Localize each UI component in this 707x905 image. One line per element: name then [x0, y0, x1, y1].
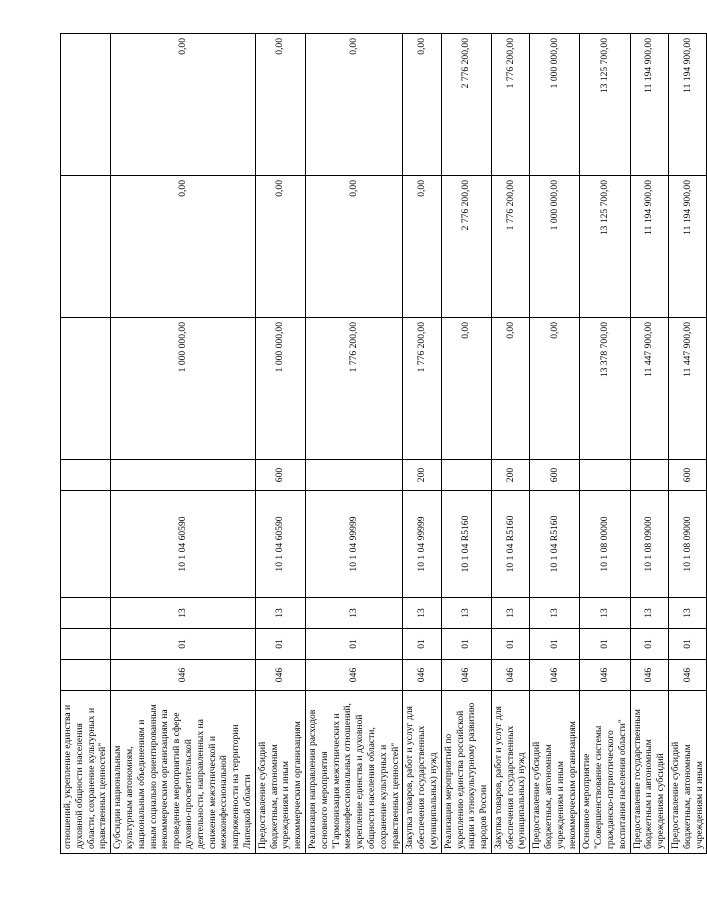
- table-row: [403, 34, 441, 854]
- subsection-cell: 13: [111, 598, 256, 629]
- expense-type-cell: [61, 460, 111, 491]
- grbs-cell: 046: [255, 660, 305, 691]
- section-cell: 01: [305, 629, 402, 660]
- amount-year1-cell: 0,00: [491, 318, 529, 460]
- amount-year3-cell: 11 194 900,00: [669, 34, 707, 176]
- expense-type-cell: [305, 460, 402, 491]
- subsection-cell: 13: [630, 598, 668, 629]
- amount-year3-cell: 2 776 200,00: [441, 34, 491, 176]
- amount-year3-cell: 1 000 000,00: [530, 34, 580, 176]
- amount-year1-cell: 13 378 700,00: [580, 318, 630, 460]
- table-row: [630, 34, 668, 854]
- table-row: [530, 34, 580, 854]
- amount-year3-cell: 0,00: [255, 34, 305, 176]
- amount-year2-cell: 0,00: [305, 176, 402, 318]
- section-cell: 01: [491, 629, 529, 660]
- subsection-cell: 13: [255, 598, 305, 629]
- amount-year3-cell: [61, 34, 111, 176]
- expense-type-cell: 200: [491, 460, 529, 491]
- section-cell: 01: [403, 629, 441, 660]
- grbs-cell: 046: [305, 660, 402, 691]
- expense-type-cell: [580, 460, 630, 491]
- target-article-cell: 10 1 04 99999: [403, 491, 441, 598]
- item-name-cell: Предоставление субсидий бюджетным, автономным учреждениям и иным некоммерческим организациям: [530, 691, 580, 854]
- amount-year1-cell: 1 776 200,00: [305, 318, 402, 460]
- item-name-cell: Реализация направления расходов основного мероприятия "Гармонизация межэтнических и межконфессиональных отношений, укрепление единства и духовной общности населения области, сохранение культурных и нравственных ценностей": [305, 691, 402, 854]
- amount-year2-cell: 0,00: [403, 176, 441, 318]
- subsection-cell: 13: [441, 598, 491, 629]
- item-name-cell: Реализация мероприятий по укреплению единства российской нации и этнокультурному развитию народов России: [441, 691, 491, 854]
- amount-year3-cell: 0,00: [111, 34, 256, 176]
- table-row: [441, 34, 491, 854]
- subsection-cell: 13: [403, 598, 441, 629]
- target-article-cell: 10 1 04 60590: [255, 491, 305, 598]
- amount-year2-cell: 0,00: [111, 176, 256, 318]
- section-cell: 01: [669, 629, 707, 660]
- amount-year3-cell: 0,00: [403, 34, 441, 176]
- amount-year1-cell: [61, 318, 111, 460]
- target-article-cell: 10 1 04 60590: [111, 491, 256, 598]
- amount-year2-cell: 1 776 200,00: [491, 176, 529, 318]
- table-row: [580, 34, 630, 854]
- amount-year1-cell: 1 000 000,00: [111, 318, 256, 460]
- expense-type-cell: [630, 460, 668, 491]
- amount-year1-cell: 11 447 900,00: [630, 318, 668, 460]
- grbs-cell: 046: [669, 660, 707, 691]
- table-row: [255, 34, 305, 854]
- target-article-cell: [61, 491, 111, 598]
- section-cell: 01: [255, 629, 305, 660]
- target-article-cell: 10 1 08 00000: [580, 491, 630, 598]
- table-row: [111, 34, 256, 854]
- grbs-cell: 046: [111, 660, 256, 691]
- target-article-cell: 10 1 04 R5160: [491, 491, 529, 598]
- amount-year3-cell: 1 776 200,00: [491, 34, 529, 176]
- amount-year2-cell: 0,00: [255, 176, 305, 318]
- subsection-cell: 13: [580, 598, 630, 629]
- target-article-cell: 10 1 08 09000: [669, 491, 707, 598]
- grbs-cell: 046: [403, 660, 441, 691]
- subsection-cell: [61, 598, 111, 629]
- amount-year1-cell: 11 447 900,00: [669, 318, 707, 460]
- subsection-cell: 13: [491, 598, 529, 629]
- grbs-cell: 046: [441, 660, 491, 691]
- section-cell: [61, 629, 111, 660]
- amount-year2-cell: [61, 176, 111, 318]
- subsection-cell: 13: [669, 598, 707, 629]
- budget-table: [60, 33, 707, 854]
- rotated-page: [60, 34, 705, 854]
- section-cell: 01: [530, 629, 580, 660]
- section-cell: 01: [580, 629, 630, 660]
- grbs-cell: 046: [530, 660, 580, 691]
- expense-type-cell: 600: [669, 460, 707, 491]
- amount-year2-cell: 2 776 200,00: [441, 176, 491, 318]
- item-name-cell: Закупка товаров, работ и услуг для обеспечения государственных (муниципальных) нужд: [403, 691, 441, 854]
- amount-year2-cell: 11 194 900,00: [630, 176, 668, 318]
- amount-year2-cell: 13 125 700,00: [580, 176, 630, 318]
- section-cell: 01: [441, 629, 491, 660]
- amount-year2-cell: 1 000 000,00: [530, 176, 580, 318]
- expense-type-cell: 200: [403, 460, 441, 491]
- item-name-cell: Основное мероприятие "Совершенствование системы гражданско-патриотического воспитания населения области": [580, 691, 630, 854]
- grbs-cell: 046: [491, 660, 529, 691]
- amount-year3-cell: 0,00: [305, 34, 402, 176]
- table-row: [61, 34, 111, 854]
- item-name-cell: Закупка товаров, работ и услуг для обеспечения государственных (муниципальных) нужд: [491, 691, 529, 854]
- expense-type-cell: [111, 460, 256, 491]
- section-cell: 01: [630, 629, 668, 660]
- target-article-cell: 10 1 04 99999: [305, 491, 402, 598]
- grbs-cell: 046: [630, 660, 668, 691]
- item-name-cell: Субсидии национальным культурным автономиям, национальным объединениям и иным социально ориентированным некоммерческим организациям на проведение мероприятий в сфере духовно-просветительской деятельности, направленных на снижение межэтнической и межконфессиональной напряженности на территории Липецкой области: [111, 691, 256, 854]
- target-article-cell: 10 1 04 R5160: [530, 491, 580, 598]
- subsection-cell: 13: [305, 598, 402, 629]
- amount-year1-cell: 1 000 000,00: [255, 318, 305, 460]
- amount-year1-cell: 0,00: [530, 318, 580, 460]
- grbs-cell: 046: [580, 660, 630, 691]
- expense-type-cell: [441, 460, 491, 491]
- amount-year3-cell: 13 125 700,00: [580, 34, 630, 176]
- expense-type-cell: 600: [530, 460, 580, 491]
- table-row: [491, 34, 529, 854]
- section-cell: 01: [111, 629, 256, 660]
- grbs-cell: [61, 660, 111, 691]
- table-body: [61, 34, 707, 854]
- amount-year3-cell: 11 194 900,00: [630, 34, 668, 176]
- amount-year1-cell: 0,00: [441, 318, 491, 460]
- expense-type-cell: 600: [255, 460, 305, 491]
- item-name-cell: Предоставление субсидий бюджетным, автономным учреждениям и иным: [669, 691, 707, 854]
- table-row: [305, 34, 402, 854]
- target-article-cell: 10 1 04 R5160: [441, 491, 491, 598]
- target-article-cell: 10 1 08 09000: [630, 491, 668, 598]
- amount-year1-cell: 1 776 200,00: [403, 318, 441, 460]
- item-name-cell: Предоставление субсидий бюджетным, автономным учреждениям и иным некоммерческим организациям: [255, 691, 305, 854]
- item-name-cell: Предоставление государственным бюджетным и автономным учреждениям субсидий: [630, 691, 668, 854]
- item-name-cell: отношений, укрепление единства и духовной общности населения области, сохранение культурных и нравственных ценностей": [61, 691, 111, 854]
- table-row: [669, 34, 707, 854]
- amount-year2-cell: 11 194 900,00: [669, 176, 707, 318]
- subsection-cell: 13: [530, 598, 580, 629]
